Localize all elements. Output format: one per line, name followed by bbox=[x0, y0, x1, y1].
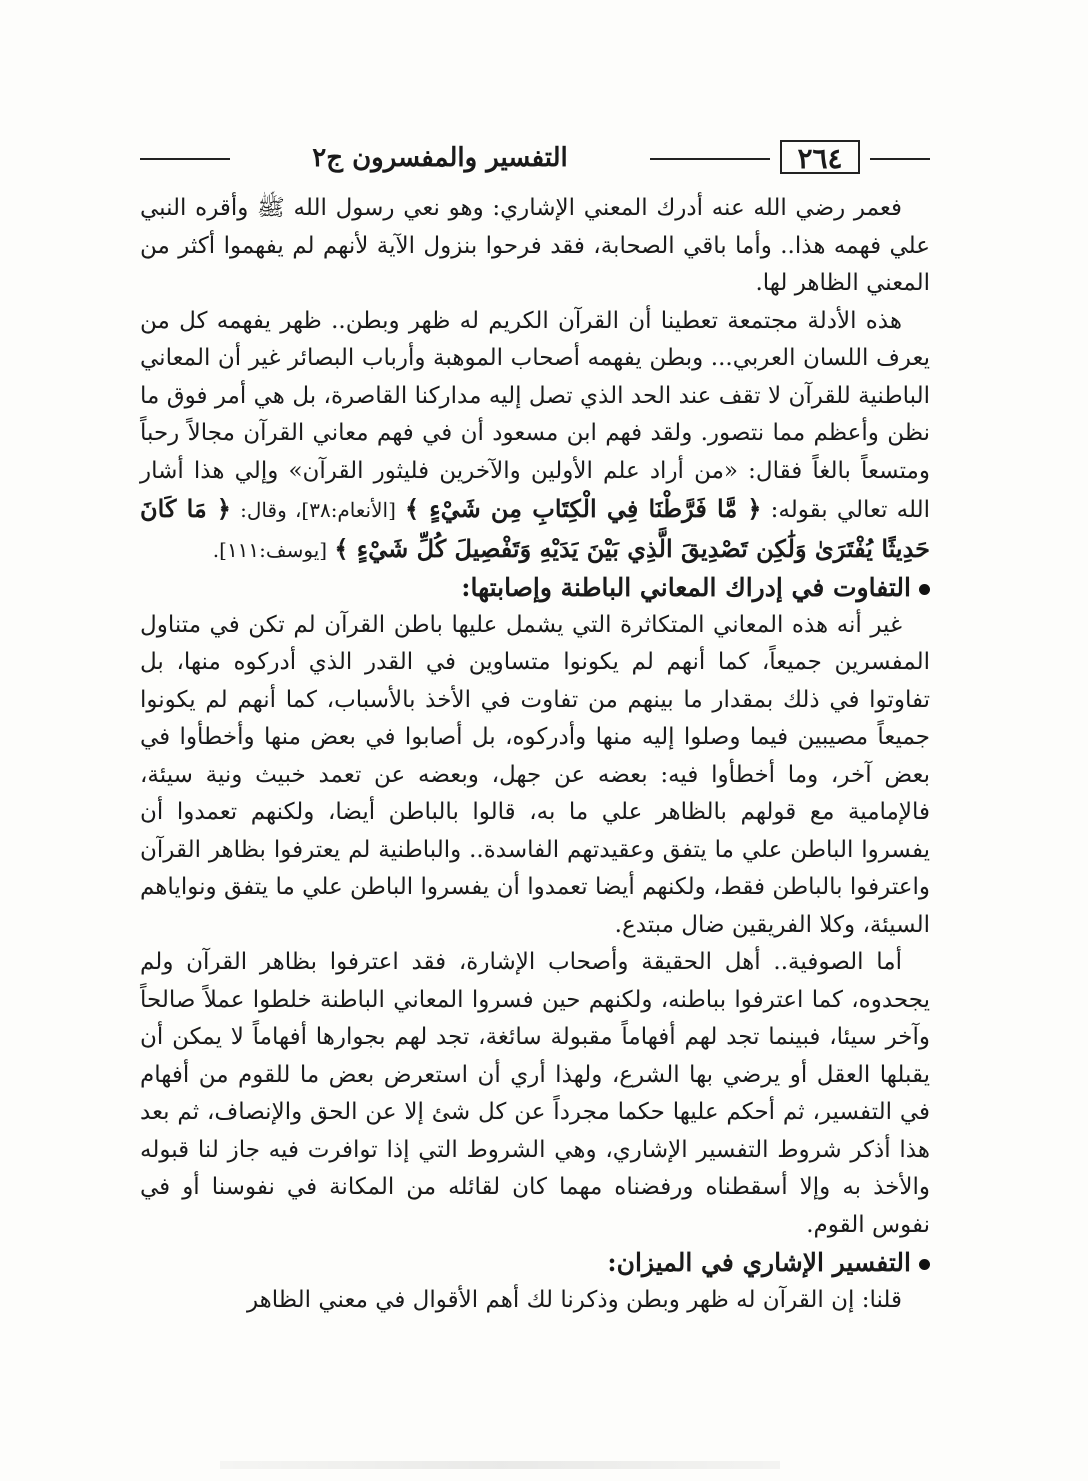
paragraph-2 bbox=[140, 303, 930, 570]
header-rule-middle bbox=[650, 158, 770, 160]
bullet-icon bbox=[919, 1259, 930, 1270]
page-number-box: ٢٦٤ bbox=[780, 140, 860, 174]
running-header bbox=[140, 140, 930, 180]
page-body bbox=[140, 190, 930, 1319]
paragraph-5: قلنا: إن القرآن له ظهر وبطن وذكرنا لك أهم الأقوال في معني الظاهر bbox=[246, 1286, 902, 1313]
running-title: التفسير والمفسرون ج٢ bbox=[312, 143, 568, 173]
verse-reference-anam: [الأنعام:٣٨]، وقال: bbox=[240, 498, 396, 522]
paragraph-3: غير أنه هذه المعاني المتكاثرة التي يشمل عليها باطن القرآن لم تكن في متناول المفسرين جميعاً، كما أنهم لم يكونوا متساوين في القدر الذي أدركوه منها، بل تفاوتوا في ذلك بمقدار ما بينهم من تفاوت في الأخذ بالأسباب، كما أنهم لم يكونوا جميعاً مصيبين فيما وصلوا إليه منها وأدركوه، بل أصابوا في بعض منها وأخطأوا في بعض آخر، وما أخطأوا فيه: بعضه عن جهل، وبعضه عن تعمد خبيث ونية سيئة، فالإمامية مع قولهم بالظاهر علي ما به، قالوا بالباطن أيضا، ولكنهم تعمدوا أن يفسروا الباطن علي ما يتفق وعقيدتهم الفاسدة.. والباطنية لم يعترفوا بظاهر القرآن واعترفوا بالباطن فقط، ولكنهم أيضا تعمدوا أن يفسروا الباطن علي ما يتفق ونواياهم السيئة، وكلا الفريقين ضال مبتدع. bbox=[140, 611, 930, 938]
bullet-icon bbox=[919, 584, 930, 595]
scan-smudge bbox=[220, 1461, 780, 1469]
section-heading-text: التفاوت في إدراك المعاني الباطنة وإصابتها: bbox=[461, 573, 911, 602]
paragraph-2-text: هذه الأدلة مجتمعة تعطينا أن القرآن الكريم له ظهر وبطن.. ظهر يفهمه كل من يعرف اللسان العربي... وبطن يفهمه أصحاب الموهبة وأرباب البصائر غير أن المعاني الباطنية للقرآن لا تقف عند الحد الذي تصل إليه مداركنا القاصرة، بل هي أمر فوق ما نظن وأعظم مما نتصور. ولقد فهم ابن مسعود أن في فهم معاني القرآن مجالاً رحباً ومتسعاً بالغاً فقال: «من أراد علم الأولين والآخرين فليثور القرآن» وإلي هذا أشار الله تعالي بقوله: bbox=[140, 307, 930, 523]
paragraph-1: فعمر رضي الله عنه أدرك المعني الإشاري: وهو نعي رسول الله ﷺ وأقره النبي علي فهمه هذا.. وأما باقي الصحابة، فقد فرحوا بنزول الآية لأنهم لم يفهموا أكثر من المعني الظاهر لها. bbox=[140, 195, 930, 296]
quran-verse-yusuf: ﴿ مَا كَانَ حَدِيثًا يُفْتَرَىٰ وَلَٰكِن تَصْدِيقَ الَّذِي بَيْنَ يَدَيْهِ وَتَفْصِيلَ كُلِّ شَيْءٍ ﴾ bbox=[140, 494, 930, 563]
header-rule-right bbox=[870, 158, 930, 160]
section-heading-disparity bbox=[140, 569, 930, 607]
section-heading-ishari bbox=[140, 1244, 930, 1282]
section-heading-text: التفسير الإشاري في الميزان: bbox=[607, 1248, 911, 1277]
quran-verse-anam: ﴿ مَّا فَرَّطْنَا فِي الْكِتَابِ مِن شَيْءٍ ﴾ bbox=[405, 494, 762, 523]
verse-reference-yusuf: [يوسف:١١١]. bbox=[212, 537, 328, 562]
header-rule-left bbox=[140, 158, 230, 160]
paragraph-4: أما الصوفية.. أهل الحقيقة وأصحاب الإشارة، فقد اعترفوا بظاهر القرآن ولم يجحدوه، كما اعترفوا بباطنه، ولكنهم حين فسروا المعاني الباطنة خلطوا عملاً صالحاً وآخر سيئا، فبينما تجد لهم أفهاماً مقبولة سائغة، تجد لهم بجوارها أفهاماً لا يمكن أن يقبلها العقل أو يرضي بها الشرع، ولهذا أري أن استعرض بعض ما للقوم من أفهام في التفسير، ثم أحكم عليها حكما مجرداً عن كل شئ إلا عن الحق والإنصاف، ثم بعد هذا أذكر شروط التفسير الإشاري، وهي الشروط التي إذا توافرت فيه جاز لنا قبوله والأخذ به وإلا أسقطناه ورفضناه مهما كان لقائله من المكانة في نفوسنا أو في نفوس القوم. bbox=[140, 949, 930, 1238]
